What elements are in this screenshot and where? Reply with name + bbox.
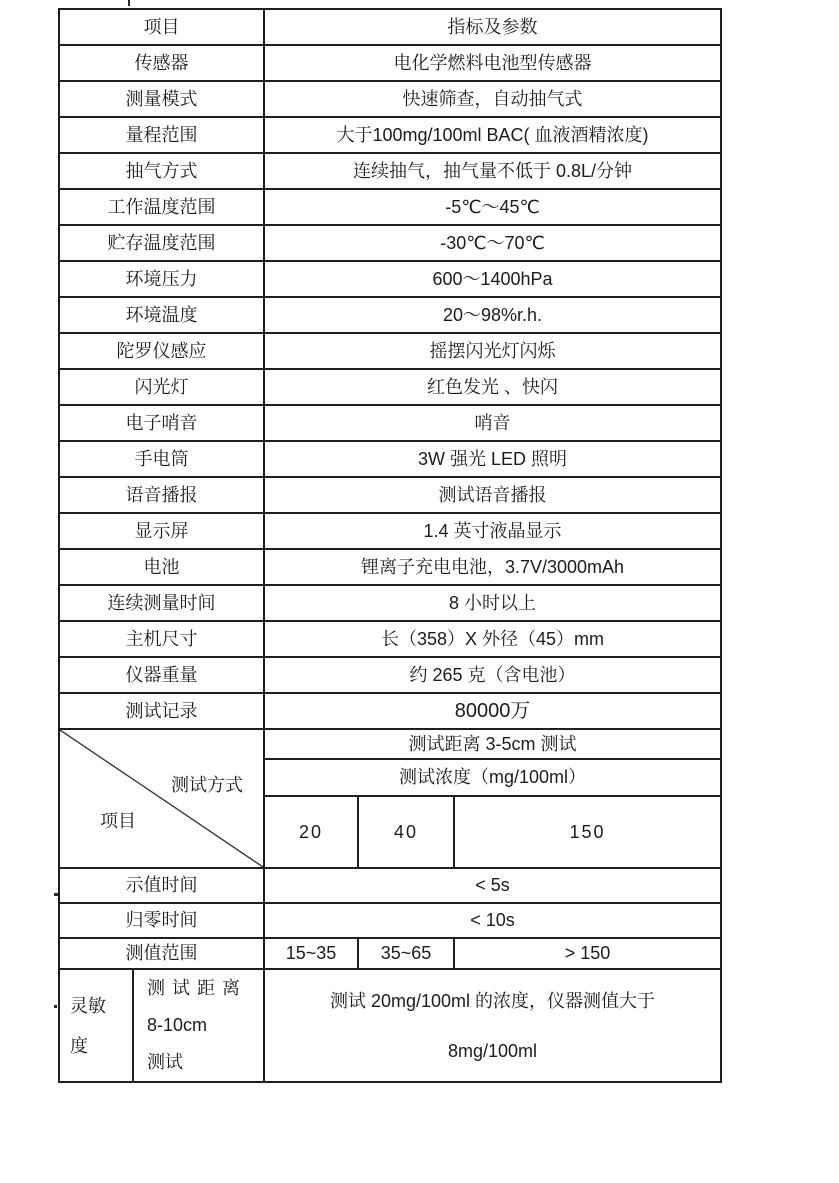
spec-label-cell: 抽气方式	[59, 153, 264, 189]
spec-label-cell: 手电筒	[59, 441, 264, 477]
spec-row	[59, 513, 721, 549]
range-value-cell-2: 35~65	[358, 938, 454, 969]
header-item-cell: 项目	[59, 9, 264, 45]
spec-row	[59, 45, 721, 81]
measured-range-row	[59, 938, 721, 969]
concentration-40-cell: 40	[358, 796, 454, 868]
spec-value-cell: 电化学燃料电池型传感器	[264, 45, 721, 81]
spec-value-cell: 快速筛查，自动抽气式	[264, 81, 721, 117]
spec-row-header	[59, 9, 721, 45]
spec-label-cell: 显示屏	[59, 513, 264, 549]
spec-row	[59, 369, 721, 405]
spec-value-cell: 1.4 英寸液晶显示	[264, 513, 721, 549]
sensitivity-value-cell	[264, 969, 721, 1082]
spec-label-cell: 传感器	[59, 45, 264, 81]
spec-label-cell: 测量模式	[59, 81, 264, 117]
concentration-20-cell: 20	[264, 796, 358, 868]
spec-row	[59, 657, 721, 693]
display-time-value-cell: < 5s	[264, 868, 721, 903]
spec-row	[59, 225, 721, 261]
zero-time-value-cell: < 10s	[264, 903, 721, 938]
spec-label-cell: 测值范围	[59, 938, 264, 969]
spec-label-cell: 主机尺寸	[59, 621, 264, 657]
spec-label-cell: 电子哨音	[59, 405, 264, 441]
sensitivity-condition-line1: 测试距离	[147, 978, 247, 998]
range-value-cell-1: 15~35	[264, 938, 358, 969]
spec-row	[59, 333, 721, 369]
sensitivity-condition-line2: 8-10cm	[147, 1015, 208, 1035]
diagonal-line	[60, 730, 263, 867]
spec-row	[59, 441, 721, 477]
diagonal-top-label: 测试方式	[171, 775, 243, 795]
scan-artifact-speck	[128, 0, 130, 6]
spec-row	[59, 405, 721, 441]
spec-label-cell: 示值时间	[59, 868, 264, 903]
spec-row	[59, 189, 721, 225]
spec-row	[59, 549, 721, 585]
spec-label-cell: 环境温度	[59, 297, 264, 333]
sensitivity-value-line1: 测试 20mg/100ml 的浓度，仪器测值大于	[329, 990, 656, 1011]
spec-value-cell: -5℃～45℃	[264, 189, 721, 225]
spec-label-cell: 工作温度范围	[59, 189, 264, 225]
test-distance-cell: 测试距离 3-5cm 测试	[264, 729, 721, 759]
diagonal-bottom-label: 项目	[100, 811, 136, 831]
spec-value-cell: 长（358）X 外径（45）mm	[264, 621, 721, 657]
spec-row	[59, 81, 721, 117]
concentration-150-cell: 150	[454, 796, 721, 868]
spec-value-cell: 摇摆闪光灯闪烁	[264, 333, 721, 369]
test-concentration-cell: 测试浓度（mg/100ml）	[264, 759, 721, 796]
spec-value-cell: 锂离子充电电池，3.7V/3000mAh	[264, 549, 721, 585]
spec-table	[58, 8, 722, 1083]
spec-row	[59, 261, 721, 297]
spec-row	[59, 693, 721, 729]
zero-time-row	[59, 903, 721, 938]
spec-value-cell: -30℃～70℃	[264, 225, 721, 261]
spec-label-cell: 贮存温度范围	[59, 225, 264, 261]
spec-label-cell: 语音播报	[59, 477, 264, 513]
sensitivity-label-line1: 灵敏	[70, 995, 106, 1016]
sensitivity-label-line2: 度	[70, 1035, 88, 1056]
spec-value-cell: 连续抽气，抽气量不低于 0.8L/分钟	[264, 153, 721, 189]
spec-value-cell: 20～98%r.h.	[264, 297, 721, 333]
sensitivity-row	[59, 969, 721, 1082]
spec-label-cell: 归零时间	[59, 903, 264, 938]
spec-value-cell: 测试语音播报	[264, 477, 721, 513]
sensitivity-label-cell	[59, 969, 133, 1082]
sensitivity-value-line2: 8mg/100ml	[447, 1040, 538, 1061]
sensitivity-condition-cell	[133, 969, 264, 1082]
scan-artifact-speck	[54, 1005, 57, 1008]
spec-row	[59, 117, 721, 153]
diagonal-header-cell	[59, 729, 264, 868]
spec-value-cell: 哨音	[264, 405, 721, 441]
spec-value-cell: 600～1400hPa	[264, 261, 721, 297]
spec-value-cell: 3W 强光 LED 照明	[264, 441, 721, 477]
test-method-row-distance	[59, 729, 721, 759]
spec-row	[59, 153, 721, 189]
spec-label-cell: 仪器重量	[59, 657, 264, 693]
spec-value-cell: 8 小时以上	[264, 585, 721, 621]
spec-label-cell: 陀罗仪感应	[59, 333, 264, 369]
display-time-row	[59, 868, 721, 903]
sensitivity-condition-line3: 测试	[147, 1052, 183, 1072]
spec-row	[59, 621, 721, 657]
spec-label-cell: 连续测量时间	[59, 585, 264, 621]
spec-value-cell: 约 265 克（含电池）	[264, 657, 721, 693]
spec-row	[59, 477, 721, 513]
spec-label-cell: 闪光灯	[59, 369, 264, 405]
spec-label-cell: 测试记录	[59, 693, 264, 729]
spec-row	[59, 297, 721, 333]
spec-value-cell: 80000万	[264, 693, 721, 729]
spec-value-cell: 大于100mg/100ml BAC( 血液酒精浓度)	[264, 117, 721, 153]
spec-label-cell: 环境压力	[59, 261, 264, 297]
spec-row	[59, 585, 721, 621]
range-value-cell-3: > 150	[454, 938, 721, 969]
spec-label-cell: 量程范围	[59, 117, 264, 153]
scan-artifact-speck	[54, 893, 58, 896]
header-params-cell: 指标及参数	[264, 9, 721, 45]
spec-value-cell: 红色发光 、快闪	[264, 369, 721, 405]
spec-label-cell: 电池	[59, 549, 264, 585]
